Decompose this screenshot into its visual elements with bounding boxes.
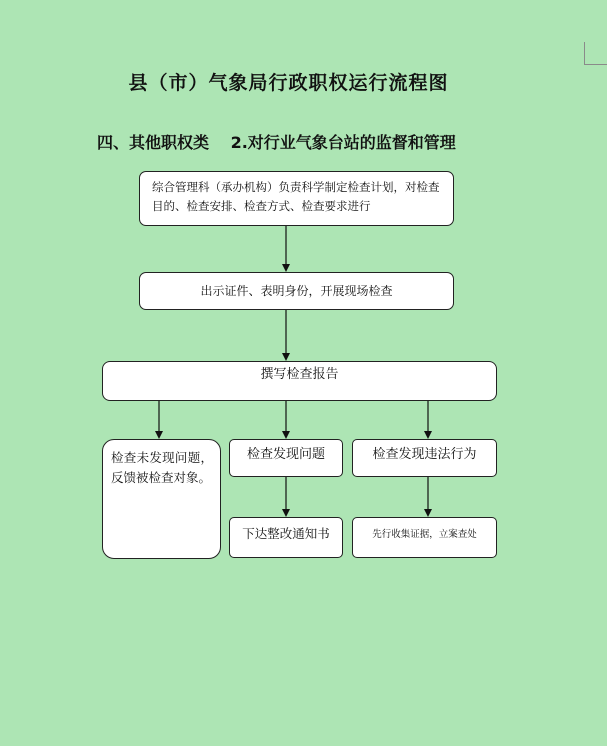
node-collect-evidence: 先行收集证据，立案查处 [352,517,497,558]
node-inspection-plan: 综合管理科（承办机构）负责科学制定检查计划，对检查目的、检查安排、检查方式、检查要求进行 [139,171,454,226]
node-issue-found: 检查发现问题 [229,439,343,477]
node-no-issue-found: 检查未发现问题，反馈被检查对象。 [102,439,221,559]
subtitle-category: 四、其他职权类 [97,133,210,152]
node-violation-found: 检查发现违法行为 [352,439,497,477]
node-show-credentials: 出示证件、表明身份，开展现场检查 [139,272,454,310]
subtitle-item: 2.对行业气象台站的监督和管理 [230,133,456,152]
page-title: 县（市）气象局行政职权运行流程图 [128,72,449,94]
node-write-report: 撰写检查报告 [102,361,497,401]
node-rectification-notice: 下达整改通知书 [229,517,343,558]
